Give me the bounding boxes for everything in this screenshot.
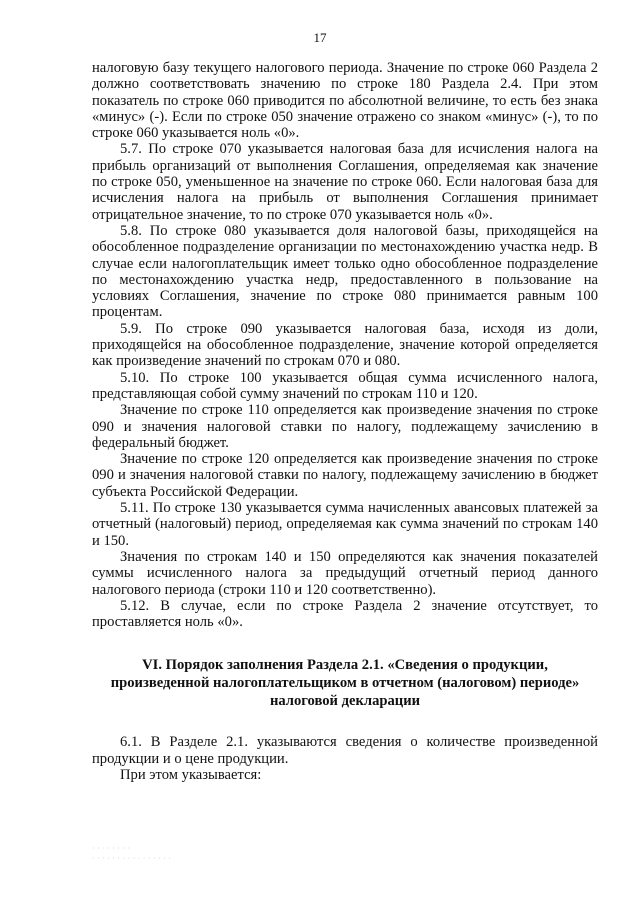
document-body	[92, 60, 598, 783]
paragraph-5-11: 5.11. По строке 130 указывается сумма начисленных авансовых платежей за отчетный (налоговый) период, определяемая как сумма значений по строкам 140 и 150.	[92, 500, 598, 549]
paragraph-indicated: При этом указывается:	[120, 766, 262, 783]
page-number: 17	[313, 30, 327, 45]
paragraph-5-12: 5.12. В случае, если по строке Раздела 2 значение отсутствует, то проставляется ноль «0».	[92, 597, 598, 631]
paragraph-6-1: 6.1. В Разделе 2.1. указываются сведения о количестве произведенной продукции и о цене продукции.	[92, 734, 598, 767]
faint-stamp-mark: · · · · · · · · · · · · · · · · · · · · · · · ·	[92, 844, 171, 863]
paragraph-5-7: 5.7. По строке 070 указывается налоговая база для исчисления налога на прибыль организаций от выполнения Соглашения, определяемая как значение по строке 050, уменьшенное на значение по строке 060. Если налоговая база для исчисления налога на прибыль от выполнения Соглашения принимает отрицательное значение, то по строке 070 указывается ноль «0».	[92, 141, 598, 223]
paragraph-line-110: Значение по строке 110 определяется как произведение значения по строке 090 и значения налоговой ставки по налогу, подлежащему зачислению в федеральный бюджет.	[92, 402, 598, 451]
paragraph-lines-140-150: Значения по строкам 140 и 150 определяются как значения показателей суммы исчисленного налога за предыдущий отчетный период данного налогового периода (строки 110 и 120 соответственно).	[92, 548, 598, 598]
paragraph-line-120: Значение по строке 120 определяется как произведение значения по строке 090 и значения налоговой ставки по налогу, подлежащему зачислению в бюджет субъекта Российской Федерации.	[92, 451, 598, 500]
paragraph-5-8: 5.8. По строке 080 указывается доля налоговой базы, приходящейся на обособленное подразделение организации по местонахождению участка недр. В случае если налогоплательщик имеет только одно обособленное подразделение по местонахождению участка недр, предоставленного в пользование на условиях Соглашения, значение по строке 080 принимается равным 100 процентам.	[92, 222, 598, 321]
section-heading: VI. Порядок заполнения Раздела 2.1. «Сведения о продукции, произведенной налогоплательщиком в отчетном (налоговом) периоде» налоговой декларации	[110, 657, 580, 710]
paragraph-continuation: налоговую базу текущего налогового периода. Значение по строке 060 Раздела 2 должно соответствовать значению по строке 180 Раздела 2.4. При этом показатель по строке 060 приводится по абсолютной величине, то есть без знака «минус» (-). Если по строке 050 значение отражено со знаком «минус» (-), то по строке 060 указывается ноль «0».	[92, 60, 598, 142]
paragraph-5-9: 5.9. По строке 090 указывается налоговая база, исходя из доли, приходящейся на обособленное подразделение, значение которой определяется как произведение значений по строкам 070 и 080.	[92, 320, 598, 370]
paragraph-5-10: 5.10. По строке 100 указывается общая сумма исчисленного налога, представляющая собой сумму значений по строкам 110 и 120.	[92, 369, 598, 402]
